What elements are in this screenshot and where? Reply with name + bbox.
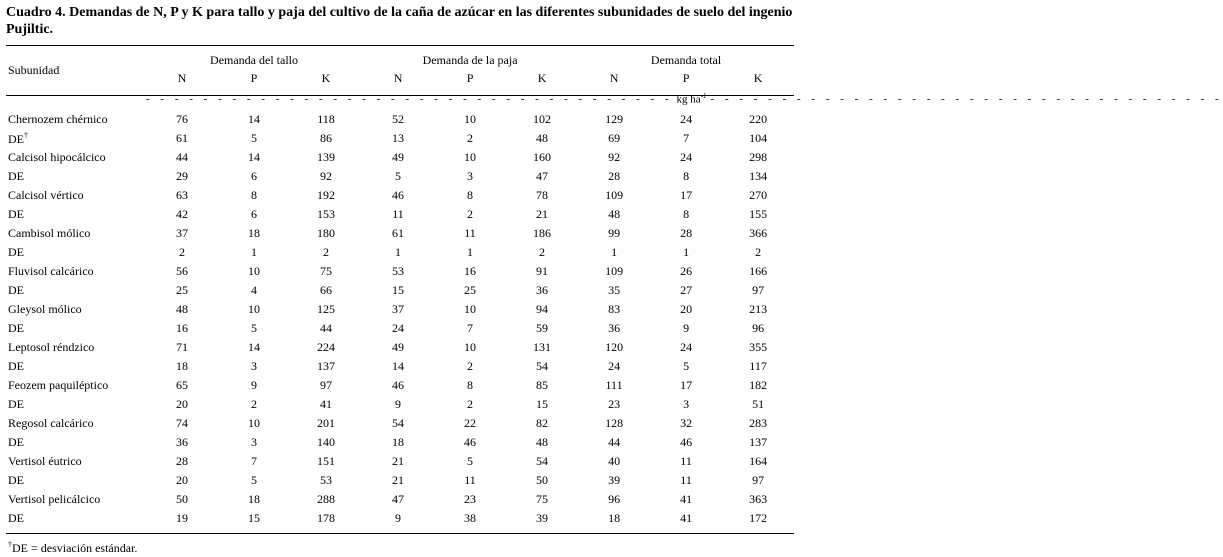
table-row (6, 281, 794, 300)
table-row (6, 319, 794, 338)
cell-value: 37 (392, 302, 405, 316)
col-header-k-stem: K (321, 70, 331, 85)
dash-line-right: - - - - - - - - - - - - - - - - - - - - - - - - - - - - - - - - - - - - (710, 93, 1223, 105)
cell-value: 24 (680, 150, 693, 164)
col-header-p-stem: P (250, 70, 258, 85)
cell-value: 5 (251, 321, 257, 335)
cell-value: 21 (392, 473, 405, 487)
col-header-n-straw: N (393, 70, 403, 85)
cell-value: 85 (536, 378, 549, 392)
cell-value: 41 (680, 511, 693, 525)
cell-value: 66 (320, 283, 333, 297)
dagger-mark: † (8, 540, 12, 549)
cell-value: 24 (608, 359, 621, 373)
cell-value: 8 (683, 207, 690, 221)
cell-value: 180 (317, 226, 336, 240)
cell-value: 96 (608, 492, 621, 506)
cell-value: 49 (392, 340, 405, 354)
table-row (6, 338, 794, 357)
cell-value: 6 (251, 169, 257, 183)
cell-value: 53 (392, 264, 405, 278)
cell-value: 153 (317, 207, 336, 221)
cell-value: 11 (464, 473, 476, 487)
cell-value: 3 (251, 359, 257, 373)
row-label: Vertisol éutrico (8, 454, 82, 468)
cell-value: 86 (320, 131, 333, 145)
cell-value: 17 (680, 188, 693, 202)
cell-value: 1 (395, 245, 402, 259)
row-label: Calcisol vértico (8, 188, 84, 202)
table-row (6, 167, 794, 186)
cell-value: 78 (536, 188, 549, 202)
table-caption: Cuadro 4. Demandas de N, P y K para tallo y paja del cultivo de la caña de azúcar en las diferentes subunidades de suelo del ingenio Pujiltic. (6, 5, 793, 37)
cell-value: 182 (749, 378, 768, 392)
cell-value: 139 (317, 150, 336, 164)
cell-value: 91 (536, 264, 549, 278)
cell-value: 39 (608, 473, 621, 487)
cell-value: 14 (392, 359, 405, 373)
subunit-header: Subunidad (8, 63, 60, 77)
cell-value: 54 (536, 359, 549, 373)
cell-value: 18 (248, 226, 260, 240)
cell-value: 61 (176, 131, 188, 145)
cell-value: 41 (680, 492, 693, 506)
cell-value: 224 (317, 340, 336, 354)
cell-value: 366 (749, 226, 768, 240)
cell-value: 109 (605, 188, 624, 202)
cell-value: 46 (392, 188, 405, 202)
cell-value: 69 (608, 131, 621, 145)
col-header-n-stem: N (177, 70, 187, 85)
cell-value: 16 (176, 321, 188, 335)
cell-value: 54 (536, 454, 549, 468)
cell-value: 9 (395, 511, 402, 525)
footnote-text: DE = desviación estándar. (12, 541, 138, 555)
cell-value: 20 (176, 473, 188, 487)
cell-value: 355 (749, 340, 768, 354)
cell-value: 120 (605, 340, 624, 354)
row-label: Vertisol pelicálcico (8, 492, 101, 506)
cell-value: 15 (392, 283, 405, 297)
cell-value: 40 (608, 454, 621, 468)
cell-value: 298 (749, 150, 768, 164)
cell-value: 363 (749, 492, 768, 506)
table-row (6, 414, 794, 433)
cell-value: 2 (467, 131, 474, 145)
cell-value: 11 (464, 226, 476, 240)
cell-value: 24 (680, 340, 693, 354)
cell-value: 5 (467, 454, 474, 468)
cell-value: 83 (608, 302, 621, 316)
cell-value: 36 (176, 435, 188, 449)
cell-value: 14 (248, 112, 260, 126)
cell-value: 24 (680, 112, 693, 126)
cell-value: 48 (536, 131, 549, 145)
cell-value: 2 (251, 397, 257, 411)
cell-value: 75 (320, 264, 333, 278)
cell-value: 37 (176, 226, 188, 240)
cell-value: 131 (533, 340, 552, 354)
cell-value: 109 (605, 264, 624, 278)
cell-value: 137 (749, 435, 768, 449)
cell-value: 283 (749, 416, 768, 430)
cell-value: 32 (680, 416, 693, 430)
cell-value: 10 (464, 340, 477, 354)
cell-value: 178 (317, 511, 336, 525)
cell-value: 8 (251, 188, 257, 202)
cell-value: 1 (467, 245, 474, 259)
cell-value: 2 (467, 397, 474, 411)
cell-value: 47 (392, 492, 405, 506)
row-label: DE (8, 359, 24, 373)
nutrient-demand-table (6, 53, 1223, 528)
table-row (6, 129, 794, 148)
cell-value: 11 (680, 473, 692, 487)
row-label: DE (8, 321, 24, 335)
cell-value: 94 (536, 302, 549, 316)
cell-value: 50 (176, 492, 188, 506)
bottom-rule (6, 533, 794, 534)
col-header-n-total: N (609, 70, 619, 85)
cell-value: 46 (464, 435, 477, 449)
cell-value: 9 (683, 321, 690, 335)
table-row (6, 452, 794, 471)
cell-value: 52 (392, 112, 405, 126)
group-header-total: Demanda total (650, 53, 722, 67)
table-row (6, 376, 794, 395)
cell-value: 155 (749, 207, 768, 221)
cell-value: 71 (176, 340, 188, 354)
cell-value: 92 (320, 169, 333, 183)
row-label: Gleysol mólico (8, 302, 82, 316)
cell-value: 7 (251, 454, 257, 468)
cell-value: 48 (176, 302, 188, 316)
cell-value: 140 (317, 435, 336, 449)
cell-value: 99 (608, 226, 621, 240)
cell-value: 201 (317, 416, 336, 430)
cell-value: 186 (533, 226, 552, 240)
cell-value: 2 (467, 359, 474, 373)
cell-value: 20 (680, 302, 693, 316)
cell-value: 28 (608, 169, 621, 183)
row-label: Leptosol réndzico (8, 340, 95, 354)
cell-value: 36 (536, 283, 549, 297)
cell-value: 97 (752, 283, 765, 297)
cell-value: 6 (251, 207, 257, 221)
cell-value: 14 (248, 150, 260, 164)
cell-value: 160 (533, 150, 552, 164)
cell-value: 4 (251, 283, 257, 297)
col-header-k-straw: K (537, 70, 547, 85)
unit-divider (6, 92, 1223, 106)
table-row (6, 395, 794, 414)
cell-value: 8 (683, 169, 690, 183)
cell-value: 270 (749, 188, 768, 202)
row-label: DE (8, 473, 24, 487)
table-row (6, 205, 794, 224)
cell-value: 117 (749, 359, 767, 373)
cell-value: 10 (248, 416, 260, 430)
cell-value: 7 (683, 131, 690, 145)
cell-value: 97 (320, 378, 333, 392)
cell-value: 50 (536, 473, 549, 487)
dash-line-left: - - - - - - - - - - - - - - - - - - - - - - - - - - - - - - - - - - - - - (146, 93, 673, 105)
cell-value: 46 (392, 378, 405, 392)
row-label: Chernozem chérnico (8, 112, 108, 126)
row-label: DE† (8, 130, 28, 146)
cell-value: 2 (755, 245, 762, 259)
cell-value: 9 (251, 378, 257, 392)
cell-value: 42 (176, 207, 188, 221)
unit-label: kg $ha^{-1}$ (676, 92, 707, 106)
cell-value: 2 (467, 207, 474, 221)
cell-value: 164 (749, 454, 768, 468)
cell-value: 15 (248, 511, 260, 525)
table-row (6, 148, 794, 167)
cell-value: 3 (683, 397, 690, 411)
col-header-p-straw: P (466, 70, 474, 85)
dagger-mark: † (24, 130, 28, 140)
cell-value: 9 (395, 397, 402, 411)
cell-value: 10 (248, 264, 260, 278)
row-label: Cambisol mólico (8, 226, 91, 240)
cell-value: 63 (176, 188, 188, 202)
cell-value: 29 (176, 169, 188, 183)
row-label: Fluvisol calcárico (8, 264, 94, 278)
cell-value: 10 (464, 112, 477, 126)
cell-value: 44 (176, 150, 188, 164)
cell-value: 53 (320, 473, 333, 487)
cell-value: 2 (323, 245, 330, 259)
cell-value: 1 (611, 245, 618, 259)
cell-value: 46 (680, 435, 693, 449)
cell-value: 18 (176, 359, 188, 373)
cell-value: 14 (248, 340, 260, 354)
cell-value: 26 (680, 264, 693, 278)
cell-value: 102 (533, 112, 552, 126)
cell-value: 21 (536, 207, 549, 221)
cell-value: 172 (749, 511, 768, 525)
cell-value: 2 (179, 245, 185, 259)
cell-value: 76 (176, 112, 188, 126)
cell-value: 23 (464, 492, 477, 506)
cell-value: 65 (176, 378, 188, 392)
table-row (6, 243, 794, 262)
cell-value: 15 (536, 397, 549, 411)
footnote (8, 540, 137, 556)
cell-value: 166 (749, 264, 768, 278)
cell-value: 10 (248, 302, 260, 316)
cell-value: 220 (749, 112, 768, 126)
cell-value: 5 (251, 473, 257, 487)
cell-value: 48 (608, 207, 621, 221)
cell-value: 49 (392, 150, 405, 164)
cell-value: 1 (683, 245, 690, 259)
cell-value: 2 (539, 245, 546, 259)
table-row (6, 509, 794, 528)
table-row (6, 490, 794, 509)
cell-value: 56 (176, 264, 188, 278)
cell-value: 213 (749, 302, 768, 316)
cell-value: 59 (536, 321, 549, 335)
unit-row (6, 88, 794, 110)
cell-value: 129 (605, 112, 624, 126)
cell-value: 25 (176, 283, 188, 297)
table-row (6, 186, 794, 205)
cell-value: 18 (392, 435, 405, 449)
cell-value: 5 (251, 131, 257, 145)
cell-value: 22 (464, 416, 477, 430)
cell-value: 74 (176, 416, 188, 430)
cell-value: 3 (251, 435, 257, 449)
cell-value: 28 (176, 454, 188, 468)
cell-value: 3 (467, 169, 474, 183)
col-header-p-total: P (682, 70, 690, 85)
table-row (6, 433, 794, 452)
cell-value: 125 (317, 302, 336, 316)
cell-value: 8 (467, 188, 474, 202)
table-row (6, 471, 794, 490)
cell-value: 39 (536, 511, 549, 525)
row-label: DE (8, 511, 24, 525)
cell-value: 17 (680, 378, 693, 392)
cell-value: 18 (248, 492, 260, 506)
table-body (6, 88, 1223, 528)
cell-value: 47 (536, 169, 549, 183)
cell-value: 16 (464, 264, 477, 278)
cell-value: 97 (752, 473, 765, 487)
cell-value: 20 (176, 397, 188, 411)
cell-value: 11 (392, 207, 404, 221)
table-row (6, 262, 794, 281)
cell-value: 288 (317, 492, 336, 506)
cell-value: 28 (680, 226, 693, 240)
cell-value: 10 (464, 150, 477, 164)
cell-value: 51 (752, 397, 765, 411)
cell-value: 36 (608, 321, 621, 335)
cell-value: 118 (317, 112, 335, 126)
cell-value: 8 (467, 378, 474, 392)
cell-value: 24 (392, 321, 405, 335)
cell-value: 128 (605, 416, 624, 430)
row-label: DE (8, 207, 24, 221)
cell-value: 11 (680, 454, 692, 468)
cell-value: 27 (680, 283, 693, 297)
col-header-k-total: K (753, 70, 763, 85)
top-rule (6, 45, 794, 46)
cell-value: 44 (608, 435, 621, 449)
cell-value: 13 (392, 131, 405, 145)
cell-value: 10 (464, 302, 477, 316)
row-label: DE (8, 397, 24, 411)
cell-value: 75 (536, 492, 549, 506)
cell-value: 192 (317, 188, 336, 202)
group-header-straw: Demanda de la paja (422, 53, 518, 67)
cell-value: 38 (464, 511, 477, 525)
cell-value: 48 (536, 435, 549, 449)
cell-value: 7 (467, 321, 474, 335)
row-label: DE (8, 245, 24, 259)
cell-value: 41 (320, 397, 333, 411)
table-row (6, 300, 794, 319)
cell-value: 96 (752, 321, 765, 335)
cell-value: 35 (608, 283, 621, 297)
cell-value: 137 (317, 359, 336, 373)
cell-value: 5 (683, 359, 690, 373)
cell-value: 44 (320, 321, 333, 335)
group-header-stem: Demanda del tallo (210, 53, 298, 67)
row-label: DE (8, 169, 24, 183)
cell-value: 92 (608, 150, 621, 164)
row-label: DE (8, 435, 24, 449)
cell-value: 134 (749, 169, 768, 183)
cell-value: 82 (536, 416, 549, 430)
row-label: DE (8, 283, 24, 297)
cell-value: 23 (608, 397, 621, 411)
cell-value: 111 (605, 378, 623, 392)
cell-value: 151 (317, 454, 336, 468)
cell-value: 19 (176, 511, 188, 525)
table-row (6, 110, 794, 129)
cell-value: 61 (392, 226, 405, 240)
row-label: Feozem paquiléptico (8, 378, 109, 392)
cell-value: 1 (251, 245, 257, 259)
table-row (6, 357, 794, 376)
cell-value: 54 (392, 416, 405, 430)
table-row (6, 224, 794, 243)
cell-value: 21 (392, 454, 405, 468)
cell-value: 5 (395, 169, 402, 183)
row-label: Calcisol hipocálcico (8, 150, 106, 164)
cell-value: 104 (749, 131, 768, 145)
row-label: Regosol calcárico (8, 416, 94, 430)
cell-value: 18 (608, 511, 621, 525)
cell-value: 25 (464, 283, 477, 297)
